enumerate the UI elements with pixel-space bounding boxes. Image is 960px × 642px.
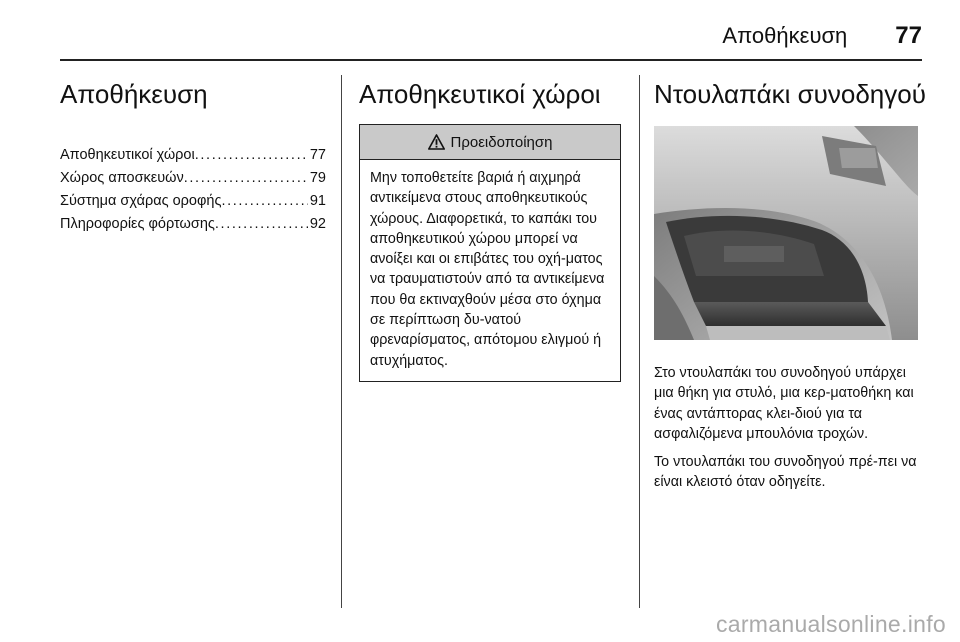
warning-triangle-icon — [428, 134, 445, 150]
warning-heading — [360, 125, 620, 160]
toc-leader-dots — [184, 167, 308, 190]
toc-entry-page: 91 — [309, 193, 326, 209]
glovebox-photo — [654, 126, 918, 340]
middle-column — [359, 60, 621, 382]
toc-entry-page: 77 — [309, 147, 326, 163]
section-title: Ντουλαπάκι συνοδηγού — [654, 79, 926, 109]
page-header — [722, 22, 922, 52]
warning-text: Μην τοποθετείτε βαριά ή αιχμηρά αντικείμενα στους αποθηκευτικούς χώρους. Διαφορετικά, το καπάκι του αποθηκευτικού χώρου μπορεί να ανοίξει και οι επιβάτες του οχή-ματος να τραυματιστούν από τα αντικείμενα που θα εκτιναχθούν μέσα στο όχημα σε περίπτωση δυ-νατού φρεναρίσματος, απότομου ελιγμού ή ατυχήματος. — [370, 170, 605, 369]
toc-entry[interactable] — [60, 167, 326, 190]
column-divider-right — [639, 75, 640, 608]
right-column — [654, 60, 926, 493]
chapter-title: Αποθήκευση — [60, 79, 208, 109]
toc-entry-label: Αποθηκευτικοί χώροι — [60, 147, 195, 163]
column-divider-left — [341, 75, 342, 608]
running-title: Αποθήκευση — [722, 23, 848, 48]
toc-entry-label: Χώρος αποσκευών — [60, 170, 184, 186]
toc-entry-label: Σύστημα σχάρας οροφής — [60, 193, 222, 209]
toc-entry-page: 92 — [309, 216, 326, 232]
left-column — [60, 60, 326, 236]
toc-entry[interactable] — [60, 213, 326, 236]
toc-leader-dots — [221, 190, 307, 213]
toc-entry-label: Πληροφορίες φόρτωσης — [60, 216, 215, 232]
section-title: Αποθηκευτικοί χώροι — [359, 79, 601, 109]
warning-heading-label: Προειδοποίηση — [450, 133, 553, 151]
table-of-contents — [60, 144, 326, 236]
toc-leader-dots — [195, 144, 308, 167]
paragraph: Στο ντουλαπάκι του συνοδηγού υπάρχει μια θήκη για στυλό, μια κερ-ματοθήκη και ένας αντάπτορας κλει-διού για τα ασφαλιζόμενα μπουλόνια τροχών. — [654, 365, 914, 442]
warning-box — [359, 124, 621, 382]
page-number: 77 — [895, 22, 922, 49]
toc-entry[interactable] — [60, 190, 326, 213]
toc-entry[interactable] — [60, 144, 326, 167]
toc-leader-dots — [215, 213, 308, 236]
toc-entry-page: 79 — [309, 170, 326, 186]
watermark: carmanualsonline.info — [715, 611, 946, 637]
paragraph: Το ντουλαπάκι του συνοδηγού πρέ-πει να είναι κλειστό όταν οδηγείτε. — [654, 454, 917, 491]
